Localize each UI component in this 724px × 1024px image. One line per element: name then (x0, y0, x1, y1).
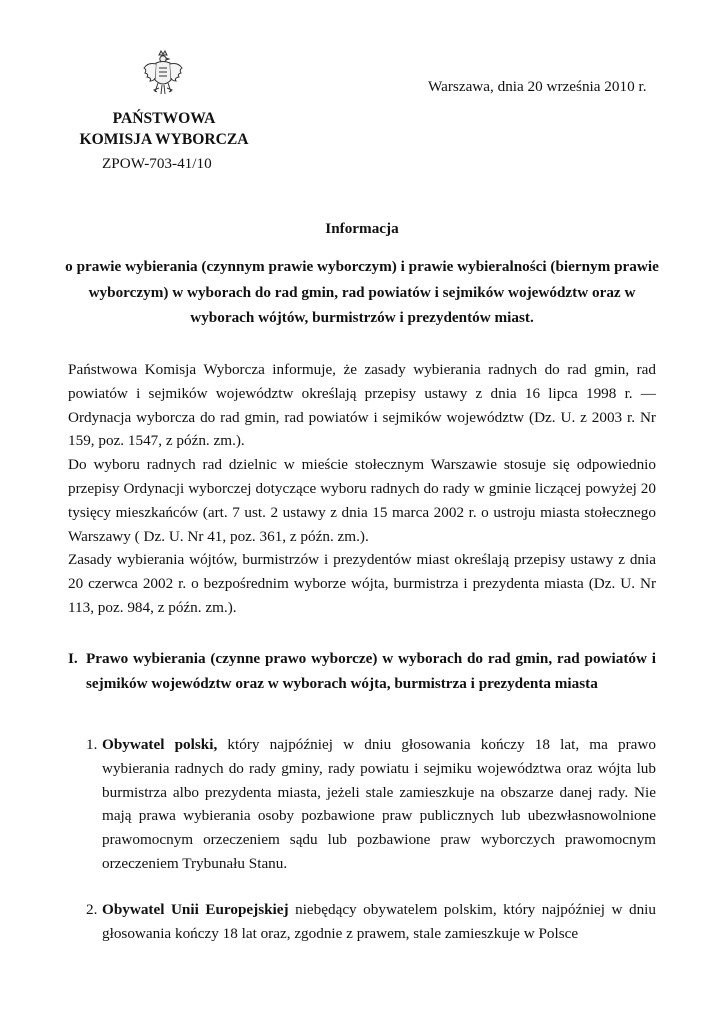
document-signature: ZPOW-703-41/10 (102, 155, 212, 172)
issuer-name (58, 108, 270, 150)
paragraph: Państwowa Komisja Wyborcza informuje, że zasady wybierania radnych do rad gmin, rad powiatów i sejmików województw określają przepisy ustawy z dnia 16 lipca 1998 r. — Ordynacja wyborcza do rad gmin, rad powiatów i sejmików województw (Dz. U. z 2003 r. Nr 159, poz. 1547, z późn. zm.). (68, 361, 656, 450)
paragraph: Zasady wybierania wójtów, burmistrzów i prezydentów miast określają przepisy ustawy z dnia 20 czerwca 2002 r. o bezpośrednim wyborze wójta, burmistrza i prezydenta miasta (Dz. U. Nr 113, poz. 984, z późn. zm.). (68, 551, 656, 616)
list-item-number: 2. (86, 901, 98, 918)
section-heading-text: Prawo wybierania (czynne prawo wyborcze) w wyborach do rad gmin, rad powiatów i sejmików województw oraz w wyborach wójta, burmistrza i prezydenta miasta (86, 650, 656, 692)
paragraph: Do wyboru radnych rad dzielnic w mieście stołecznym Warszawie stosuje się odpowiednio przepisy Ordynacji wyborczej dotyczące wyboru radnych do rady w gminie liczącej powyżej 20 tysięcy mieszkańców (art. 7 ust. 2 ustawy z dnia 15 marca 2002 r. o ustroju miasta stołecznego Warszawy ( Dz. U. Nr 41, poz. 361, z późn. zm.). (68, 456, 656, 545)
place-date: Warszawa, dnia 20 września 2010 r. (428, 78, 647, 95)
section-number: I. (68, 650, 78, 667)
list-item-text (102, 733, 656, 876)
intro-body (68, 358, 656, 620)
list-item-text (102, 898, 656, 946)
list-item (86, 898, 656, 946)
section-heading (68, 646, 656, 696)
list-item-lead: Obywatel polski, (102, 736, 218, 753)
list-item-number: 1. (86, 736, 98, 753)
polish-eagle-emblem-icon (142, 50, 184, 98)
issuer-line-1: PAŃSTWOWA (112, 110, 216, 127)
issuer-line-2: KOMISJA WYBORCZA (79, 131, 249, 148)
list-item-body: niebędący obywatelem polskim, który najpóźniej w dniu głosowania kończy 18 lat oraz, zgodnie z prawem, stale zamieszkuje w Polsce (102, 901, 656, 942)
document-subtitle: o prawie wybierania (czynnym prawie wyborczym) i prawie wybieralności (biernym prawie wyborczym) w wyborach do rad gmin, rad powiatów i sejmików województw oraz w wyborach wójtów, burmistrzów i prezydentów miast. (65, 258, 659, 326)
list-item-body: który najpóźniej w dniu głosowania kończy 18 lat, ma prawo wybierania radnych do rady gminy, rady powiatu i sejmiku województwa oraz wójta lub burmistrza albo prezydenta miasta, jeżeli stale zamieszkuje na obszarze danej rady. Nie mają prawa wybierania osoby pozbawione praw publicznych lub ubezwłasnowolnione prawomocnym orzeczeniem sądu lub pozbawione praw wyborczych prawomocnym orzeczeniem Trybunału Stanu. (102, 736, 656, 872)
document-title: Informacja (325, 220, 399, 237)
list-item-lead: Obywatel Unii Europejskiej (102, 901, 289, 918)
list-item (86, 733, 656, 876)
